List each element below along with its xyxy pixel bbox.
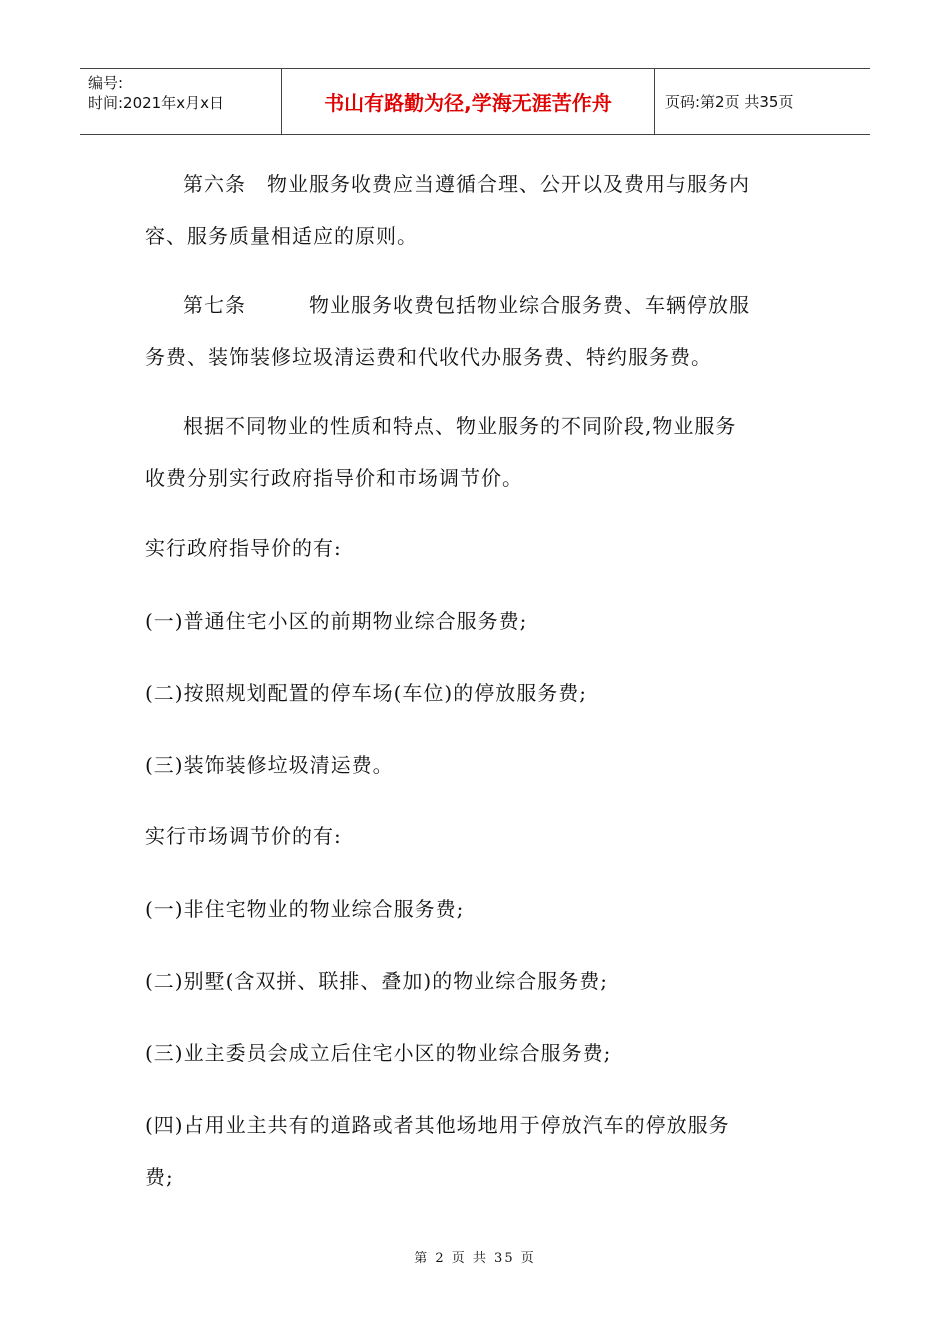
- paragraph-article-6: [145, 158, 805, 262]
- paragraph-line: (三)业主委员会成立后住宅小区的物业综合服务费;: [145, 1041, 612, 1065]
- paragraph-line: (三)装饰装修垃圾清运费。: [145, 753, 394, 777]
- paragraph-line: 务费、装饰装修垃圾清运费和代收代办服务费、特约服务费。: [145, 345, 712, 369]
- list-item-market-1: [145, 883, 805, 935]
- list-item-gov-2: [145, 667, 805, 719]
- document-number-label: 编号:: [88, 74, 124, 92]
- document-date-label: 时间:2021年x月x日: [88, 94, 224, 112]
- paragraph-line: 实行市场调节价的有:: [145, 824, 342, 848]
- list-item-market-2: [145, 955, 805, 1007]
- paragraph-line: (一)非住宅物业的物业综合服务费;: [145, 897, 465, 921]
- list-item-market-4: [145, 1099, 805, 1203]
- header-motto: 书山有路勤为径,学海无涯苦作舟: [282, 69, 655, 134]
- paragraph-line: 实行政府指导价的有:: [145, 536, 342, 560]
- list-item-gov-1: [145, 595, 805, 647]
- paragraph-line: 收费分别实行政府指导价和市场调节价。: [145, 466, 523, 490]
- paragraph-line: 第六条 物业服务收费应当遵循合理、公开以及费用与服务内: [183, 172, 750, 196]
- paragraph-market-heading: [145, 810, 805, 862]
- page-header: [80, 68, 870, 135]
- paragraph-line: 费;: [145, 1165, 174, 1189]
- paragraph-pricing-basis: [145, 400, 805, 504]
- page-footer: 第 2 页 共 35 页: [414, 1251, 536, 1266]
- list-item-market-3: [145, 1027, 805, 1079]
- paragraph-line: 容、服务质量相适应的原则。: [145, 224, 418, 248]
- header-meta: [80, 69, 282, 134]
- list-item-gov-3: [145, 739, 805, 791]
- paragraph-line: 根据不同物业的性质和特点、物业服务的不同阶段,物业服务: [183, 414, 737, 438]
- paragraph-gov-guided-heading: [145, 522, 805, 574]
- paragraph-line: (二)按照规划配置的停车场(车位)的停放服务费;: [145, 681, 587, 705]
- paragraph-article-7: [145, 279, 805, 383]
- header-page-code: 页码:第2页 共35页: [665, 93, 794, 111]
- paragraph-line: (二)别墅(含双拼、联排、叠加)的物业综合服务费;: [145, 969, 608, 993]
- paragraph-line: (一)普通住宅小区的前期物业综合服务费;: [145, 609, 528, 633]
- paragraph-line: (四)占用业主共有的道路或者其他场地用于停放汽车的停放服务: [145, 1113, 730, 1137]
- paragraph-line: 第七条 物业服务收费包括物业综合服务费、车辆停放服: [183, 293, 750, 317]
